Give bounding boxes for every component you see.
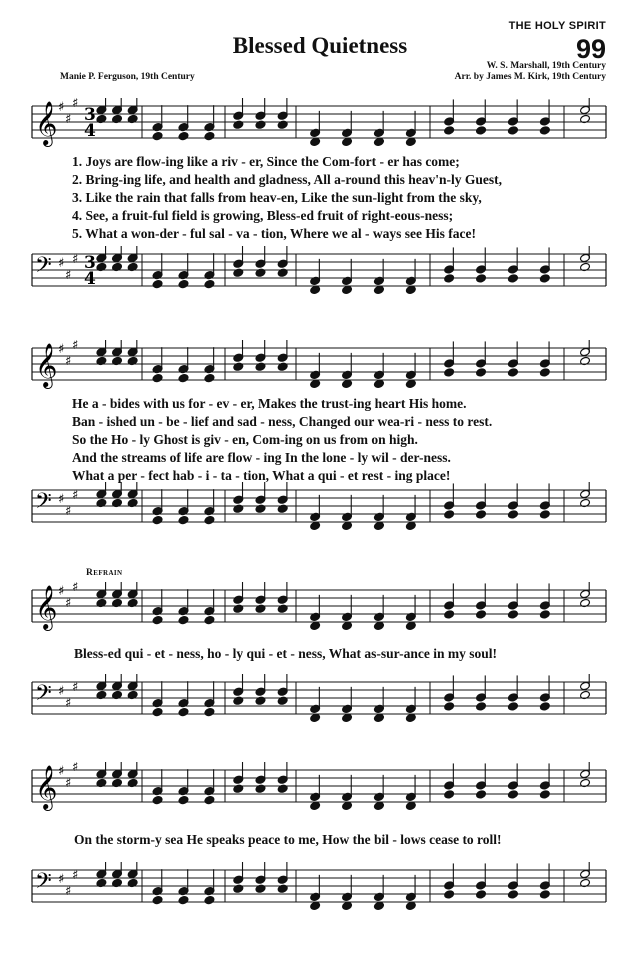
treble-staff — [0, 582, 640, 638]
refrain-label: Refrain — [86, 568, 123, 578]
sharp-icon: ♯ — [65, 112, 72, 127]
note-head — [342, 621, 353, 630]
note-head — [255, 362, 266, 371]
bass-staff — [0, 862, 640, 918]
note-head — [233, 696, 244, 705]
note-head — [476, 790, 487, 799]
refrain-line-2: On the storm-y sea He speaks peace to me, How the bil - lows cease to roll! — [74, 832, 502, 847]
note-head — [539, 510, 550, 519]
note-head — [310, 901, 321, 910]
note-head — [178, 131, 189, 140]
note-head — [152, 373, 163, 382]
note-head — [178, 373, 189, 382]
note-head — [539, 274, 550, 283]
sharp-icon: ♯ — [65, 776, 72, 791]
note-head — [277, 784, 288, 793]
note-head — [178, 795, 189, 804]
sharp-icon: ♯ — [58, 764, 65, 779]
note-head — [255, 268, 266, 277]
note-head — [508, 510, 519, 519]
sharp-icon: ♯ — [72, 488, 79, 503]
music-system-2 — [0, 330, 640, 540]
time-signature-top: 3 — [84, 253, 96, 273]
lyricist-credit: Manie P. Ferguson, 19th Century — [60, 72, 195, 82]
verse-line-3: 3. Like the rain that falls from heav-en, Like the sun-light from the sky, — [72, 190, 482, 205]
note-head — [255, 884, 266, 893]
composer-credit — [455, 61, 606, 83]
treble-clef-icon: 𝄞 — [35, 765, 58, 809]
note-head — [255, 504, 266, 513]
verse-line-3: So the Ho - ly Ghost is giv - en, Com-ing on us from on high. — [72, 432, 418, 447]
note-head — [444, 610, 455, 619]
sharp-icon: ♯ — [65, 504, 72, 519]
note-head — [539, 368, 550, 377]
arranger-line: Arr. by James M. Kirk, 19th Century — [454, 72, 606, 82]
sharp-icon: ♯ — [65, 696, 72, 711]
note-head — [476, 368, 487, 377]
sharp-icon: ♯ — [65, 884, 72, 899]
note-head — [476, 510, 487, 519]
note-head — [405, 521, 416, 530]
sharp-icon: ♯ — [58, 342, 65, 357]
sharp-icon: ♯ — [72, 98, 79, 111]
sharp-icon: ♯ — [58, 492, 65, 507]
treble-staff — [0, 98, 640, 154]
verse-line-2: Ban - ished un - be - lief and sad - ness, Changed our wea-ri - ness to rest. — [72, 414, 493, 429]
note-head — [152, 615, 163, 624]
note-head — [233, 504, 244, 513]
note-head — [152, 131, 163, 140]
sharp-icon: ♯ — [65, 596, 72, 611]
note-head — [255, 784, 266, 793]
note-head — [405, 379, 416, 388]
note-head — [508, 610, 519, 619]
bass-clef-icon: 𝄢 — [35, 253, 52, 283]
sharp-icon: ♯ — [72, 252, 79, 267]
note-head — [204, 515, 215, 524]
note-head — [444, 510, 455, 519]
verse-line-1: 1. Joys are flow-ing like a riv - er, Since the Com-fort - er has come; — [72, 154, 460, 169]
note-head — [152, 795, 163, 804]
time-signature-bottom: 4 — [84, 121, 96, 141]
note-head — [374, 901, 385, 910]
time-signature-top: 3 — [84, 105, 96, 125]
note-head — [204, 707, 215, 716]
sharp-icon: ♯ — [72, 868, 79, 883]
treble-clef-icon: 𝄞 — [35, 101, 58, 145]
note-head — [204, 279, 215, 288]
note-head — [277, 604, 288, 613]
note-head — [233, 784, 244, 793]
note-head — [277, 362, 288, 371]
bass-staff — [0, 246, 640, 302]
note-head — [444, 126, 455, 135]
note-head — [310, 521, 321, 530]
note-head — [342, 801, 353, 810]
sharp-icon: ♯ — [65, 354, 72, 369]
note-head — [342, 379, 353, 388]
sharp-icon: ♯ — [58, 872, 65, 887]
sharp-icon: ♯ — [58, 584, 65, 599]
note-head — [539, 702, 550, 711]
note-head — [405, 801, 416, 810]
verse-line-4: And the streams of life are flow - ing In the lone - ly wil - der-ness. — [72, 450, 451, 465]
note-head — [508, 890, 519, 899]
verse-line-5: 5. What a won-der - ful sal - va - tion, Where we al - ways see His face! — [72, 226, 476, 241]
time-signature-bottom: 4 — [84, 269, 96, 289]
note-head — [178, 615, 189, 624]
note-head — [233, 120, 244, 129]
note-head — [204, 131, 215, 140]
sharp-icon: ♯ — [65, 268, 72, 283]
note-head — [539, 890, 550, 899]
note-head — [178, 895, 189, 904]
note-head — [405, 901, 416, 910]
note-head — [204, 895, 215, 904]
note-head — [508, 702, 519, 711]
bass-staff — [0, 482, 640, 538]
sharp-icon: ♯ — [72, 582, 79, 595]
bass-clef-icon: 𝄢 — [35, 869, 52, 899]
note-head — [444, 368, 455, 377]
note-head — [152, 895, 163, 904]
sharp-icon: ♯ — [72, 340, 79, 353]
note-head — [233, 884, 244, 893]
note-head — [255, 120, 266, 129]
treble-clef-icon: 𝄞 — [35, 585, 58, 629]
note-head — [178, 707, 189, 716]
note-head — [508, 274, 519, 283]
note-head — [476, 702, 487, 711]
note-head — [310, 285, 321, 294]
note-head — [405, 621, 416, 630]
note-head — [204, 795, 215, 804]
note-head — [233, 604, 244, 613]
note-head — [152, 279, 163, 288]
note-head — [374, 713, 385, 722]
note-head — [342, 713, 353, 722]
note-head — [476, 126, 487, 135]
note-head — [310, 713, 321, 722]
note-head — [277, 120, 288, 129]
note-head — [444, 702, 455, 711]
treble-staff — [0, 762, 640, 818]
bass-staff — [0, 674, 640, 730]
sharp-icon: ♯ — [58, 256, 65, 271]
sharp-icon: ♯ — [72, 680, 79, 695]
music-system-1 — [0, 88, 640, 298]
note-head — [204, 373, 215, 382]
note-head — [233, 268, 244, 277]
note-head — [277, 884, 288, 893]
note-head — [233, 362, 244, 371]
sharp-icon: ♯ — [72, 762, 79, 775]
refrain-line-1: Bless-ed qui - et - ness, ho - ly qui - et - ness, What as-sur-ance in my soul! — [74, 646, 498, 661]
verse-line-5: What a per - fect hab - i - ta - tion, What a qui - et rest - ing place! — [72, 468, 451, 483]
hymn-title: Blessed Quietness — [232, 33, 408, 58]
note-head — [178, 515, 189, 524]
composer-line: W. S. Marshall, 19th Century — [486, 61, 606, 71]
bass-clef-icon: 𝄢 — [35, 681, 52, 711]
section-title: THE HOLY SPIRIT — [508, 20, 606, 32]
note-head — [539, 790, 550, 799]
note-head — [342, 137, 353, 146]
note-head — [476, 274, 487, 283]
note-head — [255, 604, 266, 613]
hymn-number: 99 — [575, 34, 606, 64]
note-head — [405, 137, 416, 146]
note-head — [374, 521, 385, 530]
note-head — [255, 696, 266, 705]
note-head — [476, 890, 487, 899]
note-head — [178, 279, 189, 288]
note-head — [152, 707, 163, 716]
note-head — [204, 615, 215, 624]
note-head — [508, 790, 519, 799]
note-head — [374, 379, 385, 388]
music-system-4 — [0, 752, 640, 932]
note-head — [374, 285, 385, 294]
note-head — [374, 801, 385, 810]
note-head — [342, 285, 353, 294]
verse-line-1: He a - bides with us for - ev - er, Makes the trust-ing heart His home. — [72, 396, 467, 411]
treble-clef-icon: 𝄞 — [35, 343, 58, 387]
note-head — [277, 504, 288, 513]
music-system-3-refrain — [0, 568, 640, 728]
note-head — [539, 126, 550, 135]
note-head — [310, 801, 321, 810]
note-head — [277, 268, 288, 277]
note-head — [277, 696, 288, 705]
note-head — [342, 521, 353, 530]
verse-line-4: 4. See, a fruit-ful field is growing, Bless-ed fruit of right-eous-ness; — [72, 208, 454, 223]
note-head — [374, 621, 385, 630]
note-head — [374, 137, 385, 146]
verse-line-2: 2. Bring-ing life, and health and gladness, All a-round this heav'n-ly Guest, — [72, 172, 502, 187]
note-head — [405, 713, 416, 722]
note-head — [310, 621, 321, 630]
note-head — [444, 274, 455, 283]
note-head — [444, 790, 455, 799]
note-head — [342, 901, 353, 910]
note-head — [310, 137, 321, 146]
note-head — [508, 126, 519, 135]
note-head — [152, 515, 163, 524]
note-head — [444, 890, 455, 899]
note-head — [476, 610, 487, 619]
bass-clef-icon: 𝄢 — [35, 489, 52, 519]
treble-staff — [0, 340, 640, 396]
note-head — [310, 379, 321, 388]
note-head — [508, 368, 519, 377]
note-head — [539, 610, 550, 619]
sharp-icon: ♯ — [58, 684, 65, 699]
sharp-icon: ♯ — [58, 100, 65, 115]
note-head — [405, 285, 416, 294]
